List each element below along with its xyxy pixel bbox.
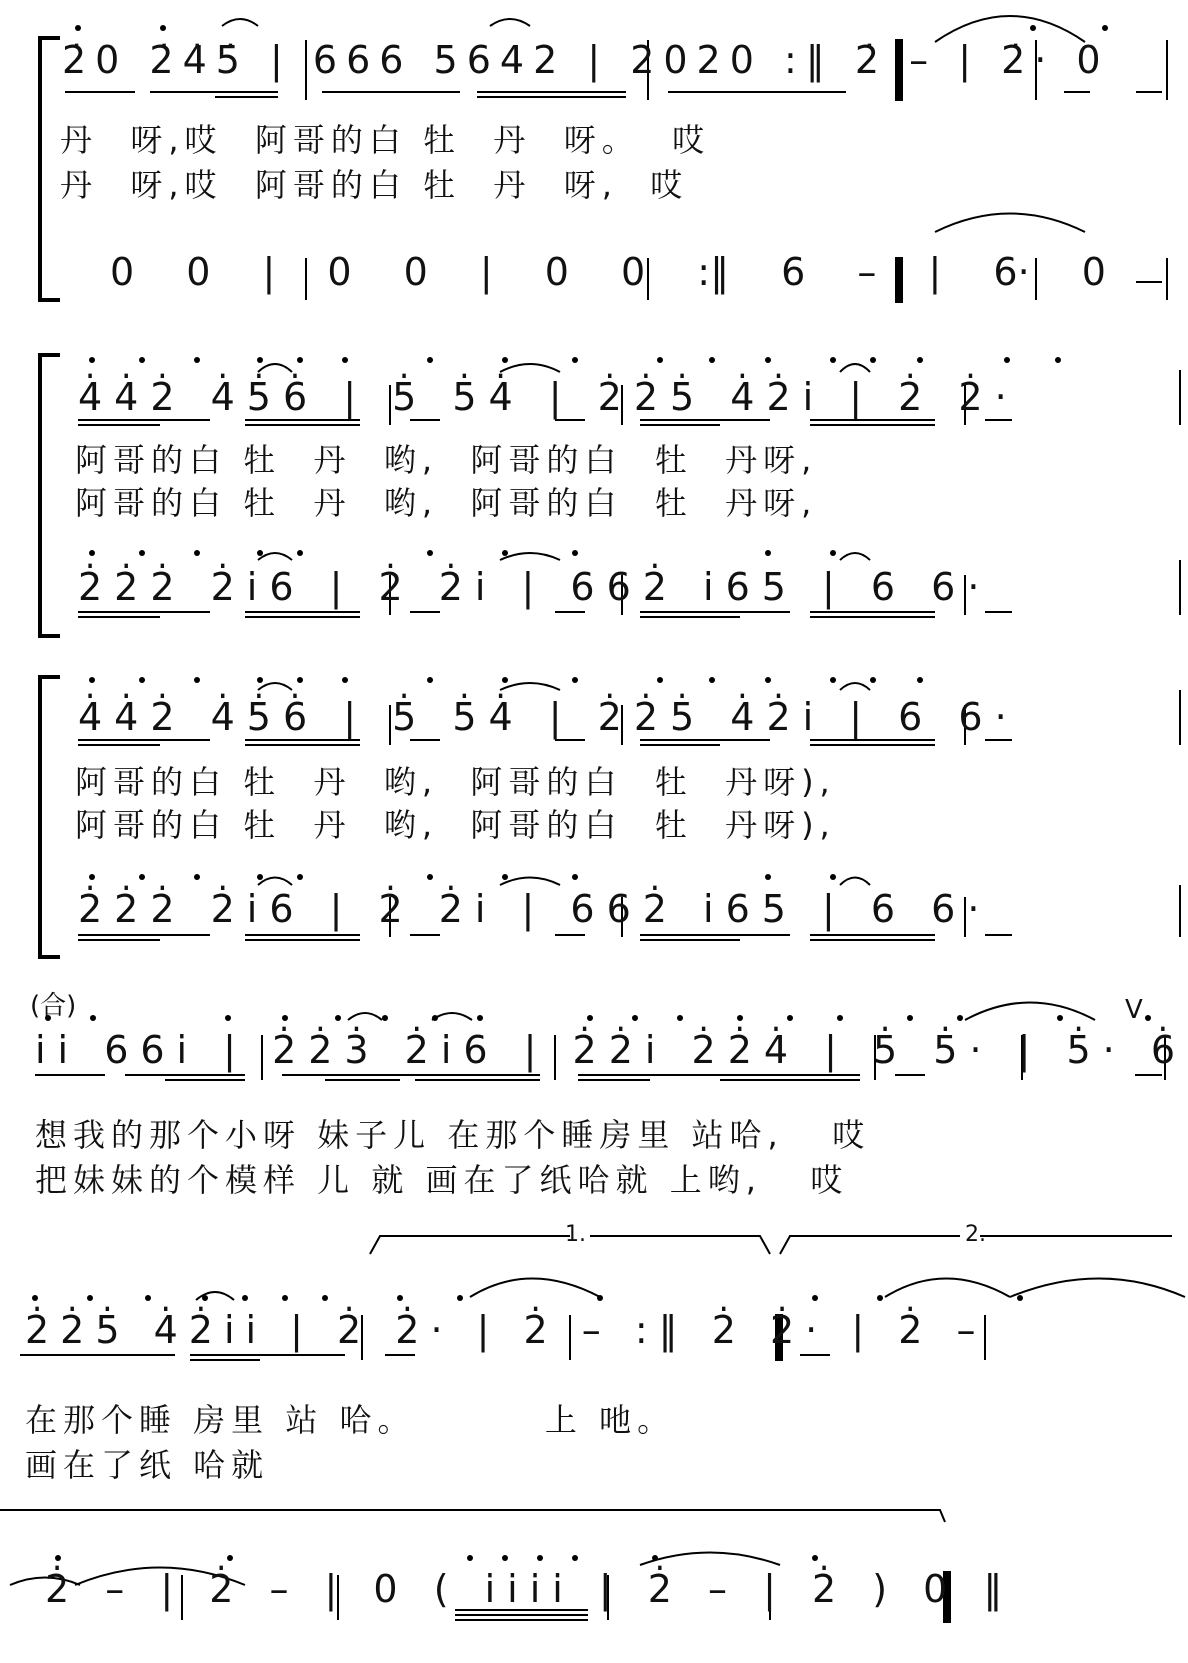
system-3-lyrics-verse-1: 阿哥的白 牡 丹 哟, 阿哥的白 牡 丹呀),: [75, 763, 836, 801]
volta-1-label: 1.: [565, 1222, 586, 1247]
system-1-lyrics-verse-2: 丹 呀,哎 阿哥的白 牡 丹 呀, 哎: [60, 166, 689, 204]
system-1-lower-notes: 0 0 | 0 0 | 0 0 :‖ 6 – | 6· 0: [110, 250, 1106, 294]
system-2-upper-notes: 4̇4̇2̇ 4̇5̇6̇ | 5̇ 5̇4̇ | 2̇2̇5̇ 4̇2̇i | 2̇ 2̇·: [78, 375, 1019, 419]
chorus-notes: ii 66i | 2̇2̇3̇ 2̇i6 | 2̇2̇i 2̇2̇4̇ | 5̇ 5̇· | 5̇· 6̇: [35, 1028, 1188, 1072]
volta-2-label: 2.: [965, 1222, 986, 1247]
system-3-lower-notes: 2̇2̇2̇ 2̇i6 | 2̇ 2̇i | 662̇ i65 | 6 6·: [78, 887, 992, 931]
system-1-lyrics-verse-1: 丹 呀,哎 阿哥的白 牡 丹 呀。 哎: [60, 121, 711, 159]
ending-lyrics-verse-1: 在那个睡 房里 站 哈。 上 吔。: [25, 1401, 676, 1439]
chorus-label: (合): [30, 991, 77, 1021]
system-3-lyrics-verse-2: 阿哥的白 牡 丹 哟, 阿哥的白 牡 丹呀),: [75, 806, 836, 844]
ending-lyrics-verse-2: 画在了纸 哈就: [25, 1446, 270, 1484]
system-2-lyrics-verse-2: 阿哥的白 牡 丹 哟, 阿哥的白 牡 丹呀,: [75, 484, 818, 522]
chorus-lyrics-verse-2: 把妹妹的个模样 儿 就 画在了纸哈就 上哟, 哎: [35, 1161, 849, 1199]
system-2-lyrics-verse-1: 阿哥的白 牡 丹 哟, 阿哥的白 牡 丹呀,: [75, 441, 818, 479]
system-3-upper-notes: 4̇4̇2̇ 4̇5̇6̇ | 5̇ 5̇4̇ | 2̇2̇5̇ 4̇2̇i | 6 6·: [78, 695, 1019, 739]
system-2-lower-notes: 2̇2̇2̇ 2̇i6 | 2̇ 2̇i | 662̇ i65 | 6 6·: [78, 565, 992, 609]
breath-mark: V: [1125, 995, 1143, 1025]
ending-notes: 2̇2̇5̇ 4̇2̇ii | 2̇ 2̇· | 2̇ – :‖ 2̇ 2̇· | 2̇ –: [25, 1308, 987, 1352]
system-1-upper-notes: 2̇0 2̇4̇5̇ | 666 5642 | 2020 :‖ 2̇ – | 2̇· 0: [62, 38, 1110, 82]
final-notes: 2̇ – | 2̇ – | 0 ( iiii | 2̇ – | 2̇ ) 0 ‖: [45, 1567, 1015, 1611]
chorus-lyrics-verse-1: 想我的那个小呀 妹子儿 在那个睡房里 站哈, 哎: [35, 1116, 871, 1154]
